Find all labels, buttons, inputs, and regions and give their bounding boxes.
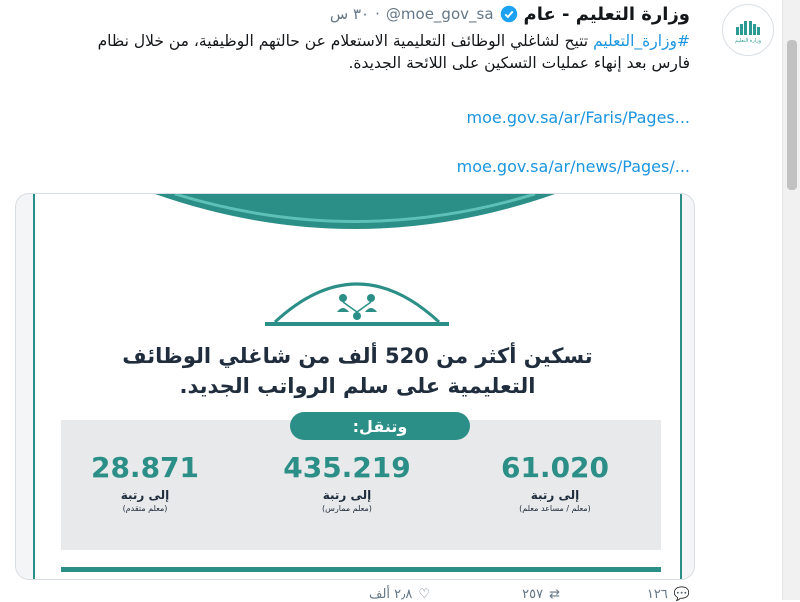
like-count: ٢٫٨ ألف (368, 586, 413, 602)
stat-practicing-teacher (267, 452, 427, 513)
separator-dot: · (375, 5, 380, 23)
timestamp[interactable]: ٣٠ س (329, 5, 370, 23)
stat-advanced-teacher (65, 452, 225, 513)
display-name[interactable]: وزارة التعليم - عام (523, 3, 690, 25)
infographic-card[interactable] (15, 193, 695, 580)
top-arc-shape (155, 194, 555, 229)
stat-value: 435.219 (283, 451, 411, 484)
reply-count: ١٢٦ (646, 586, 668, 602)
headline-line-1: تسكين أكثر من 520 ألف من شاغلي الوظائف (122, 344, 593, 368)
stat-label: إلى رتبة (530, 488, 580, 502)
hashtag-link[interactable]: #وزارة_التعليم (593, 32, 690, 50)
stat-value: 61.020 (500, 451, 610, 484)
transfer-pill: وتنقل: (290, 412, 470, 440)
retweet-icon: ⇄ (549, 586, 560, 602)
verified-badge-icon (500, 5, 518, 23)
stat-label: إلى رتبة (120, 488, 170, 502)
stat-teacher-assistant (475, 452, 635, 513)
infographic (33, 194, 682, 579)
tweet-body-text: تتيح لشاغلي الوظائف التعليمية الاستعلام عن حالتهم الوظيفية، من خلال نظام فارس بعد إنهاء عمليات التسكين على اللائحة الجديدة. (97, 32, 690, 72)
tweet-body (90, 30, 690, 74)
avatar-caption: وزارة التعليم (734, 37, 762, 44)
tweet-header (330, 2, 690, 26)
scrollbar-thumb[interactable] (787, 40, 797, 190)
ministry-logo-icon (735, 17, 761, 37)
stat-sub: (معلم ممارس) (322, 504, 372, 513)
retweet-count: ٢٥٧ (522, 586, 544, 602)
scrollbar[interactable] (782, 0, 800, 600)
bottom-accent-bar (61, 567, 661, 572)
stat-sub: (معلم / مساعد معلم) (519, 504, 591, 513)
stat-label: إلى رتبة (322, 488, 372, 502)
stat-sub: (معلم متقدم) (122, 504, 168, 513)
headline-line-2: التعليمية على سلم الرواتب الجديد. (179, 374, 536, 398)
handle[interactable]: @moe_gov_sa (385, 5, 494, 23)
reply-icon: 💬 (673, 586, 690, 602)
news-link[interactable]: moe.gov.sa/ar/news/Pages/... (456, 157, 690, 176)
stat-value: 28.871 (90, 451, 200, 484)
faris-link[interactable]: moe.gov.sa/ar/Faris/Pages... (466, 108, 690, 127)
heart-icon: ♡ (418, 586, 430, 602)
avatar[interactable] (722, 4, 774, 56)
